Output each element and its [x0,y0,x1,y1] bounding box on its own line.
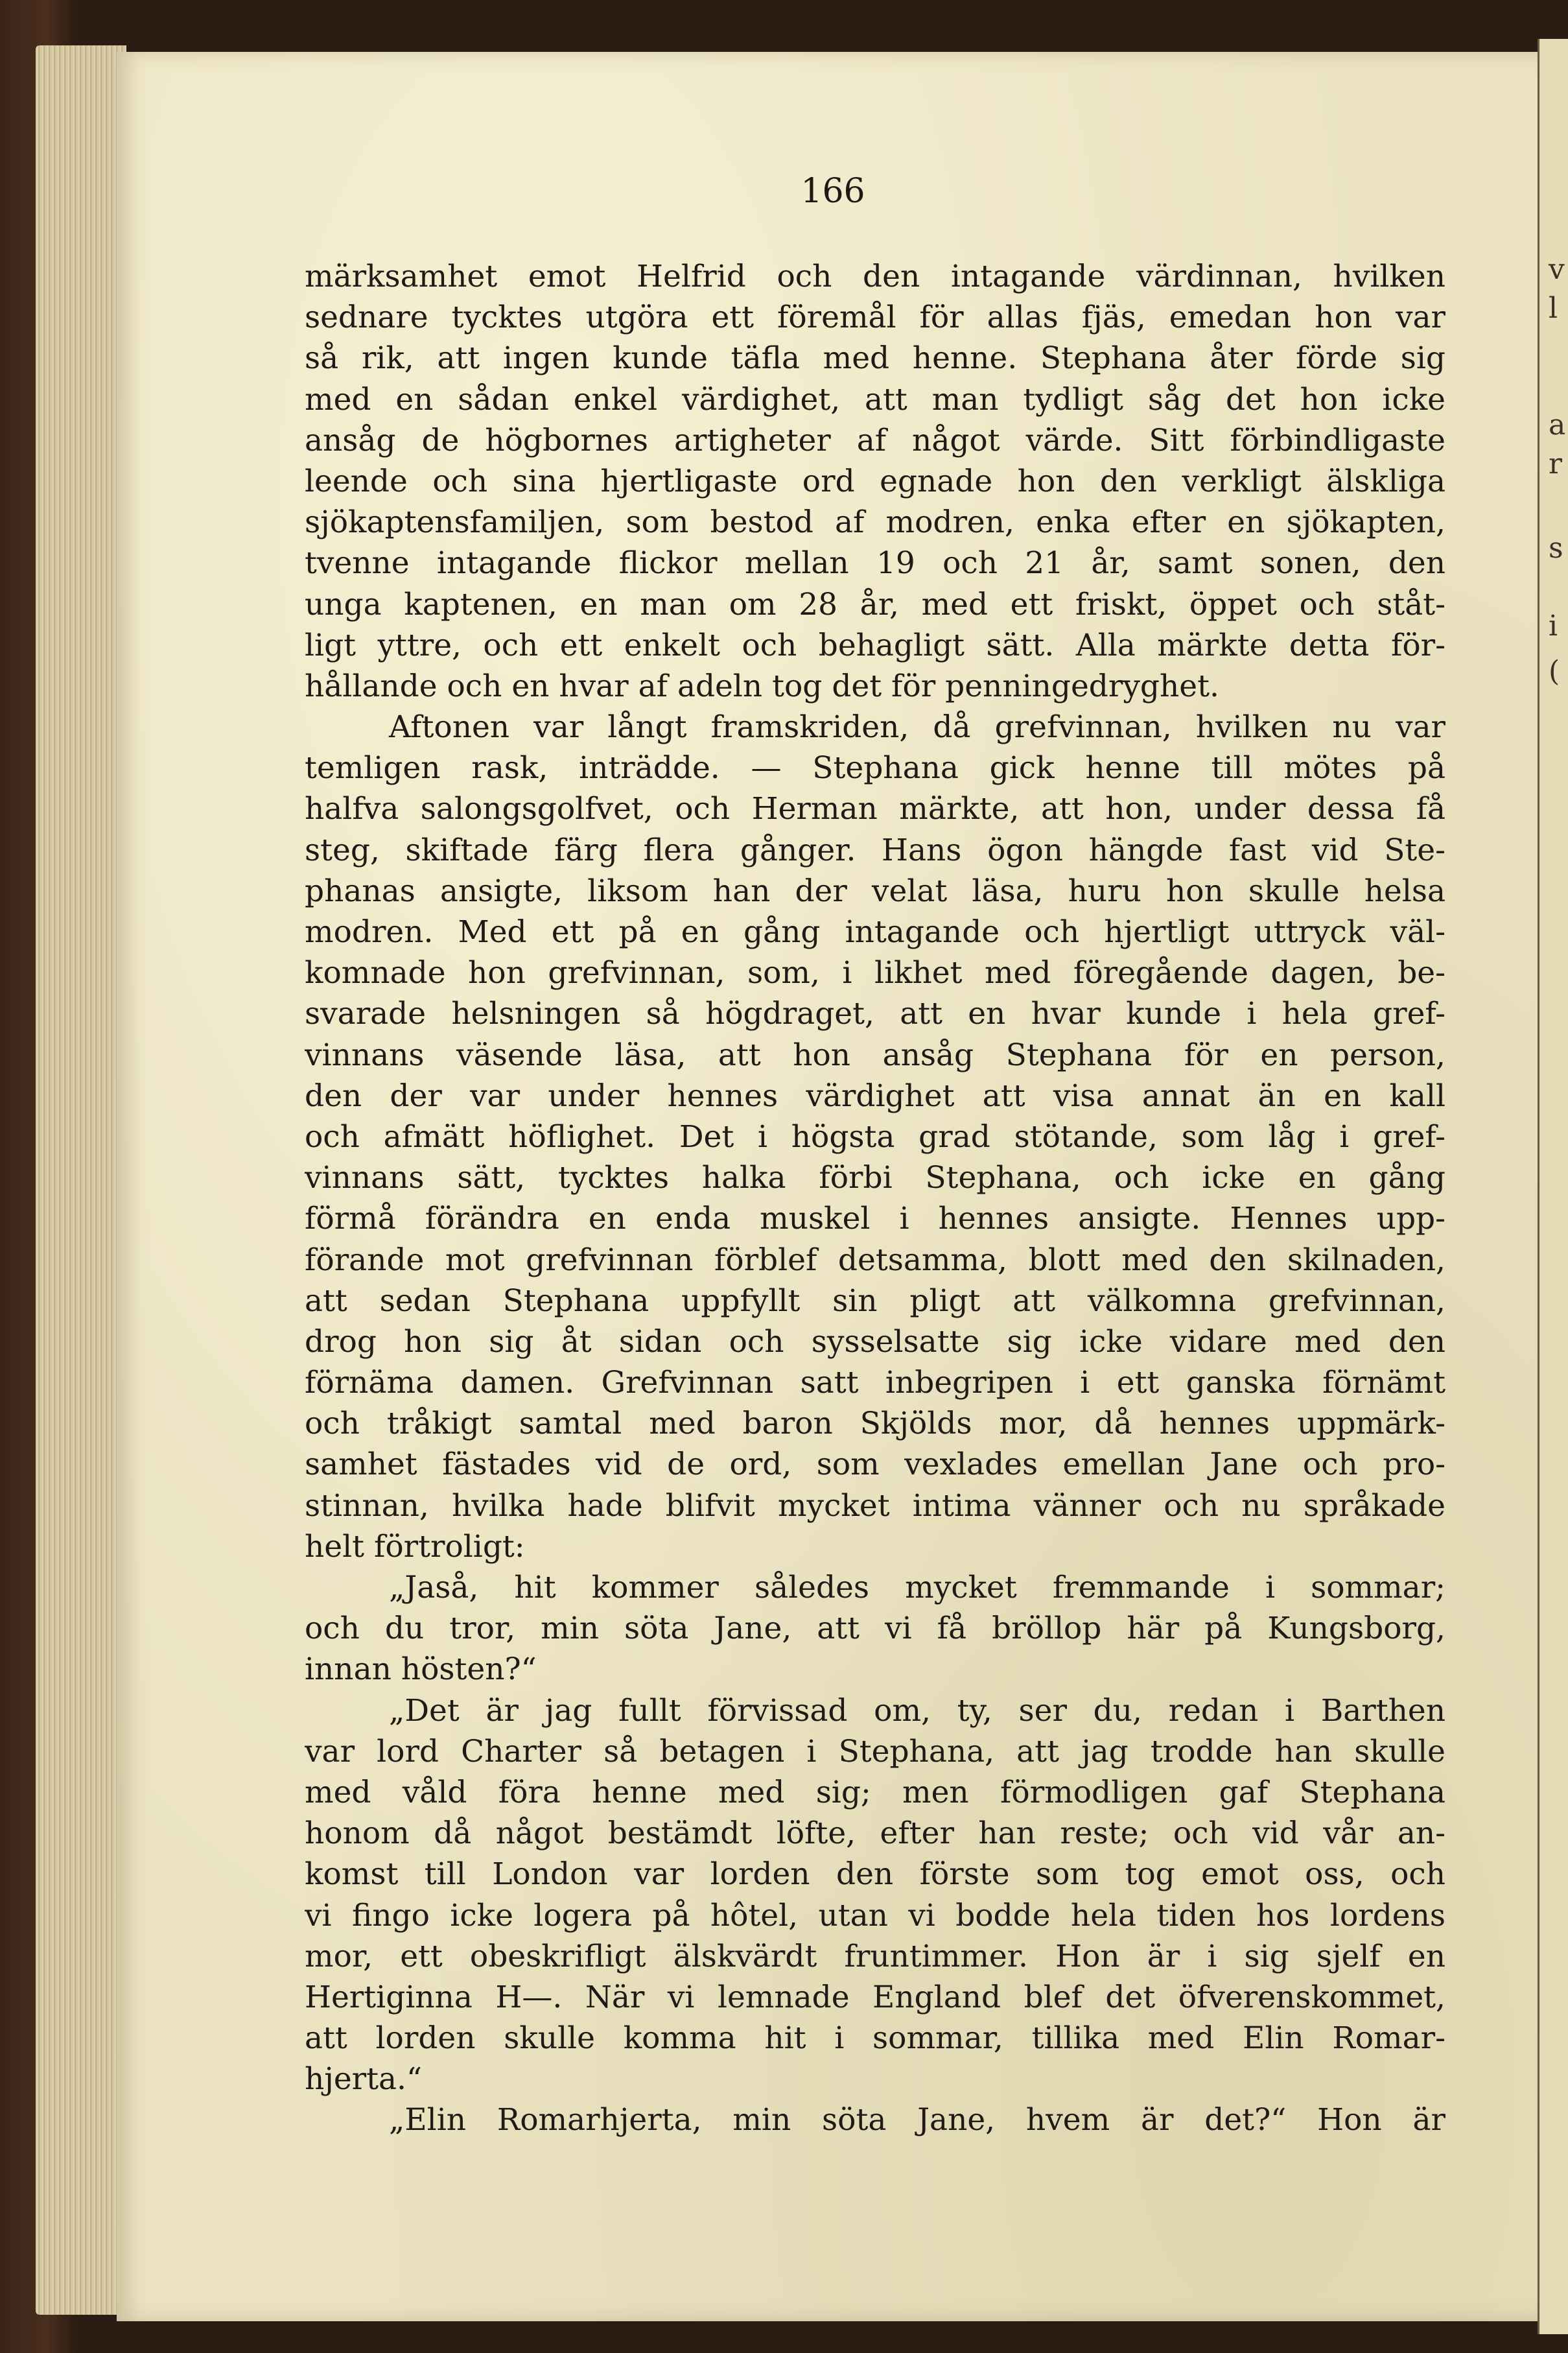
text-line: Aftonen var långt framskriden, då grefvinnan, hvilken nu var [389,709,1445,746]
text-line: vinnans sätt, tycktes halka förbi Stephana, och icke en gång [305,1160,1445,1196]
text-line: drog hon sig åt sidan och sysselsatte sig icke vidare med den [305,1323,1445,1360]
text-line: phanas ansigte, liksom han der velat läsa, huru hon skulle helsa [305,873,1445,909]
text-line: förande mot grefvinnan förblef detsamma, blott med den skilnaden, [305,1242,1445,1278]
text-line: och afmätt höflighet. Det i högsta grad stötande, som låg i gref- [305,1118,1445,1155]
text-line: honom då något bestämdt löfte, efter han reste; och vid vår an- [305,1815,1445,1852]
text-line: „Elin Romarhjerta, min söta Jane, hvem är det?“ Hon är [389,2102,1445,2138]
text-line: vinnans väsende läsa, att hon ansåg Stephana för en person, [305,1037,1445,1073]
page-number: 166 [801,172,865,211]
text-line: steg, skiftade färg flera gånger. Hans ögon hängde fast vid Ste- [305,832,1445,868]
text-line: med våld föra henne med sig; men förmodligen gaf Stephana [305,1774,1445,1810]
body-text [305,256,1445,2141]
text-line: komnade hon grefvinnan, som, i likhet med föregående dagen, be- [305,955,1445,991]
text-line: modren. Med ett på en gång intagande och hjertligt uttryck väl- [305,914,1445,950]
text-line: stinnan, hvilka hade blifvit mycket intima vänner och nu språkade [305,1487,1445,1524]
text-line: märksamhet emot Helfrid och den intagande värdinnan, hvilken [305,259,1445,294]
text-line: halfva salongsgolfvet, och Herman märkte, att hon, under dessa få [305,791,1445,827]
text-line: med en sådan enkel värdighet, att man tydligt såg det hon icke [305,381,1445,418]
text-line: „Jaså, hit kommer således mycket fremmande i sommar; [389,1570,1445,1605]
text-line: hjerta.“ [305,2061,423,2098]
text-line: leende och sina hjertligaste ord egnade hon den verkligt älskliga [305,463,1445,499]
text-line: och du tror, min söta Jane, att vi få bröllop här på Kungsborg, [305,1611,1445,1647]
text-line: temligen rask, inträdde. — Stephana gick henne till mötes på [305,750,1445,786]
next-page-fragment: a [1549,408,1566,442]
text-line: förmå förändra en enda muskel i hennes ansigte. Hennes upp- [305,1201,1445,1237]
next-page-fragment: s [1549,532,1563,565]
text-line: var lord Charter så betagen i Stephana, att jag trodde han skulle [305,1733,1445,1769]
text-line: samhet fästades vid de ord, som vexlades emellan Jane och pro- [305,1447,1445,1483]
text-line: ligt yttre, och ett enkelt och behagligt sätt. Alla märkte detta för- [305,627,1445,663]
text-line: innan hösten?“ [305,1651,537,1688]
text-line: att lorden skulle komma hit i sommar, tillika med Elin Romar- [305,2020,1445,2057]
next-page-edge [1538,39,1568,2334]
text-line: unga kaptenen, en man om 28 år, med ett friskt, öppet och ståt- [305,586,1445,622]
text-line: den der var under hennes värdighet att visa annat än en kall [305,1078,1445,1114]
text-line: mor, ett obeskrifligt älskvärdt fruntimmer. Hon är i sig sjelf en [305,1938,1445,1974]
text-line: Hertiginna H—. När vi lemnade England blef det öfverenskommet, [305,1979,1445,2015]
next-page-fragment: l [1549,292,1558,325]
text-line: ansåg de högbornes artigheter af något värde. Sitt förbindligaste [305,422,1445,458]
text-line: tvenne intagande flickor mellan 19 och 21 år, samt sonen, den [305,545,1445,582]
text-line: helt förtroligt: [305,1528,525,1565]
next-page-fragment: ( [1549,655,1560,688]
text-line: „Det är jag fullt förvissad om, ty, ser du, redan i Barthen [389,1692,1445,1729]
text-line: sednare tycktes utgöra ett föremål för allas fjäs, emedan hon var [305,300,1445,336]
text-line: vi fingo icke logera på hôtel, utan vi bodde hela tiden hos lordens [305,1897,1445,1933]
next-page-fragment: r [1549,447,1563,480]
text-line: så rik, att ingen kunde täfla med henne. Stephana åter förde sig [305,340,1445,377]
page-stack-edge [36,45,126,2315]
text-line: komst till London var lorden den förste som tog emot oss, och [305,1856,1445,1893]
next-page-fragment: i [1549,609,1558,643]
text-line: förnäma damen. Grefvinnan satt inbegripen i ett ganska förnämt [305,1365,1445,1401]
text-line: att sedan Stephana uppfyllt sin pligt att välkomna grefvinnan, [305,1283,1445,1319]
text-line: och tråkigt samtal med baron Skjölds mor, då hennes uppmärk- [305,1406,1445,1442]
next-page-fragment: v [1549,253,1565,286]
text-line: svarade helsningen så högdraget, att en hvar kunde i hela gref- [305,996,1445,1032]
text-line: sjökaptensfamiljen, som bestod af modren, enka efter en sjökapten, [305,504,1445,541]
text-line: hållande och en hvar af adeln tog det för penningedryghet. [305,668,1219,704]
